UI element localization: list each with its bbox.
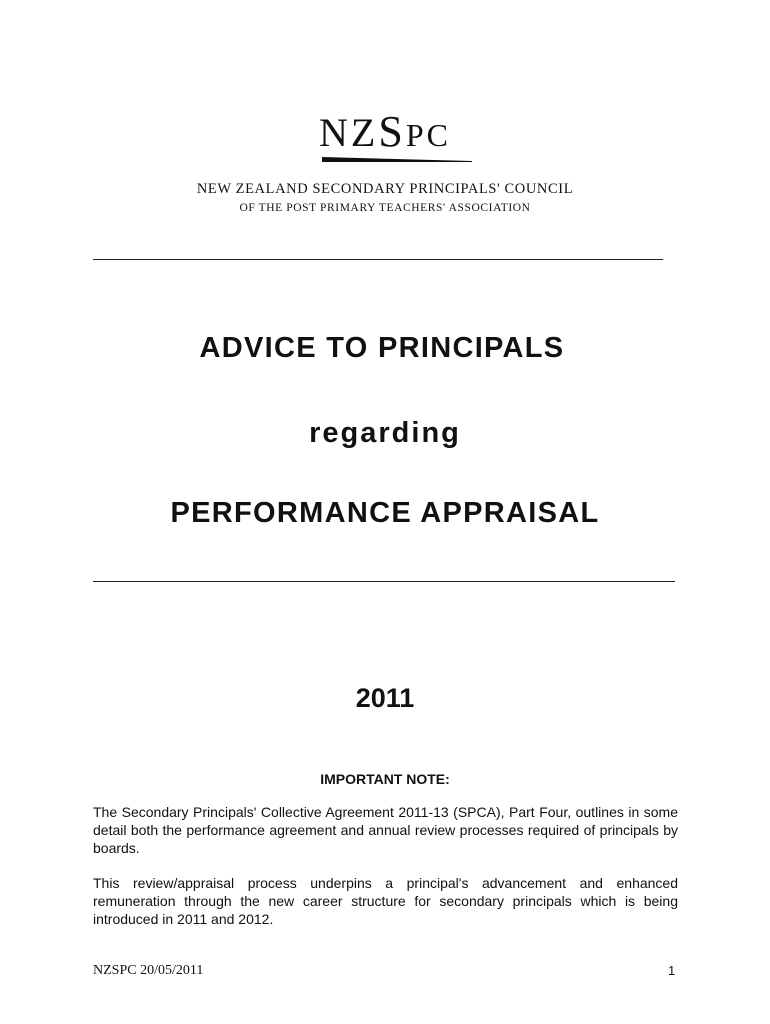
document-year: 2011 bbox=[355, 683, 415, 713]
top-divider bbox=[93, 259, 663, 260]
footer-document-reference: NZSPC 20/05/2011 bbox=[93, 963, 204, 978]
logo-wordmark-s: S bbox=[378, 107, 406, 156]
logo-underline-bar bbox=[322, 157, 472, 162]
middle-divider bbox=[93, 581, 675, 582]
note-paragraph-1: The Secondary Principals' Collective Agreement 2011-13 (SPCA), Part Four, outlines in some detail both the performance agreement and annual review processes required of principals by boards. bbox=[93, 804, 678, 856]
organisation-name: NEW ZEALAND SECONDARY PRINCIPALS' COUNCIL bbox=[196, 181, 574, 197]
logo-wordmark-pc: PC bbox=[405, 117, 451, 153]
footer-page-number: 1 bbox=[668, 963, 676, 978]
title-line-2: regarding bbox=[309, 417, 461, 449]
organisation-parent: OF THE POST PRIMARY TEACHERS' ASSOCIATION bbox=[239, 202, 531, 214]
important-note-heading: IMPORTANT NOTE: bbox=[320, 771, 450, 787]
note-paragraph-2: This review/appraisal process underpins a principal's advancement and enhanced remuneration through the new career structure for secondary principals which is being introduced in 2011 and 2012. bbox=[93, 875, 678, 927]
logo-wordmark-nz: NZ bbox=[319, 110, 379, 155]
title-line-3: PERFORMANCE APPRAISAL bbox=[170, 497, 600, 529]
logo-wordmark bbox=[0, 107, 770, 157]
nzspc-logo bbox=[0, 107, 770, 214]
title-line-1: ADVICE TO PRINCIPALS bbox=[199, 332, 565, 364]
